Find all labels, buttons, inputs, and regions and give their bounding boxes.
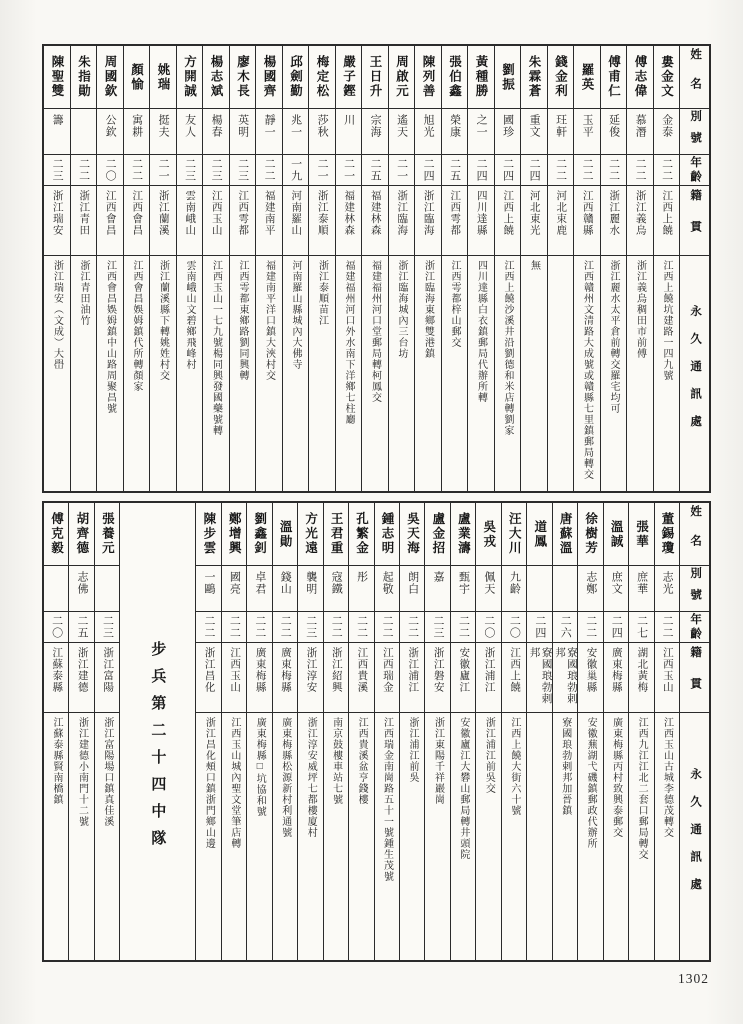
name-cell: 陳步雲 xyxy=(196,503,220,566)
header-name-label: 姓名 xyxy=(680,46,709,109)
age-cell: 二二 xyxy=(655,612,679,643)
header-native-label: 籍貫 xyxy=(680,643,709,713)
name-cell: 盧業濤 xyxy=(451,503,475,566)
age-cell: 二二 xyxy=(601,155,627,186)
age-cell: 二三 xyxy=(425,612,449,643)
name-cell: 鄭增興 xyxy=(222,503,246,566)
alias-cell: 起敬 xyxy=(375,566,399,612)
alias-cell: 友人 xyxy=(177,109,203,155)
name-cell: 胡齊德 xyxy=(69,503,93,566)
person-column xyxy=(502,503,527,960)
alias-cell: 朗白 xyxy=(400,566,424,612)
person-column xyxy=(527,503,552,960)
name-cell: 道鳳 xyxy=(527,503,551,566)
age-cell: 二二 xyxy=(222,612,246,643)
alias-cell: 旭光 xyxy=(415,109,441,155)
age-cell: 二二 xyxy=(578,612,602,643)
alias-cell: 玉平 xyxy=(574,109,600,155)
age-cell: 二〇 xyxy=(476,612,500,643)
alias-cell: 榮康 xyxy=(442,109,468,155)
person-column xyxy=(553,503,578,960)
name-cell: 盧金招 xyxy=(425,503,449,566)
person-column xyxy=(415,46,442,491)
alias-cell: 英明 xyxy=(230,109,256,155)
name-cell: 唐蘇溫 xyxy=(553,503,577,566)
native-place-cell: 河南羅山 xyxy=(283,186,309,256)
name-cell: 朱霖蒼 xyxy=(521,46,547,109)
name-cell: 張養元 xyxy=(95,503,119,566)
person-column xyxy=(324,503,349,960)
unit-designation-column xyxy=(120,503,196,960)
person-column xyxy=(177,46,204,491)
native-place-cell: 河北東光 xyxy=(521,186,547,256)
name-cell: 周國欽 xyxy=(97,46,123,109)
address-cell: 浙江麗水太平倉前轉交羅宅均可 xyxy=(608,260,619,414)
name-cell: 傅志偉 xyxy=(627,46,653,109)
person-column xyxy=(247,503,272,960)
alias-cell: 庶文 xyxy=(604,566,628,612)
address-cell xyxy=(527,713,551,960)
person-column xyxy=(95,503,120,960)
native-place-cell: 浙江青田 xyxy=(71,186,97,256)
name-cell: 溫勛 xyxy=(273,503,297,566)
native-place-cell: 江西上饒 xyxy=(495,186,521,256)
address-cell: 江西玉山一七九號楊同興發國藥號轉 xyxy=(210,260,222,436)
alias-cell: 卓君 xyxy=(247,566,271,612)
person-column xyxy=(196,503,221,960)
native-place-cell: 江西玉山 xyxy=(655,643,679,713)
alias-cell: 兆一 xyxy=(283,109,309,155)
native-place-cell: 四川達縣 xyxy=(468,186,494,256)
person-column xyxy=(601,46,628,491)
name-cell: 羅英 xyxy=(574,46,600,109)
age-cell: 二二 xyxy=(548,155,574,186)
address-cell: 浙江泰順苗江 xyxy=(316,260,328,326)
person-column xyxy=(69,503,94,960)
age-cell: 二四 xyxy=(604,612,628,643)
alias-cell xyxy=(44,566,68,612)
address-cell: 安徽廬江大礬山郵局轉井頭院 xyxy=(457,717,469,860)
address-cell: 江西貴溪盆亨錢樓 xyxy=(356,717,368,805)
header-name-label: 姓名 xyxy=(680,503,709,566)
address-cell: 江西會昌娛姆鎮代所轉顏家 xyxy=(131,260,142,392)
header-column xyxy=(680,503,709,960)
age-cell: 二四 xyxy=(521,155,547,186)
alias-cell: 國珍 xyxy=(495,109,521,155)
person-column xyxy=(336,46,363,491)
alias-cell: 國亮 xyxy=(222,566,246,612)
age-cell: 二四 xyxy=(415,155,441,186)
person-column xyxy=(71,46,98,491)
age-cell: 二三 xyxy=(230,155,256,186)
alias-cell xyxy=(95,566,119,612)
address-cell: 江西瑞金南崗路五十一號鍾生茂號 xyxy=(381,717,393,882)
native-place-cell: 江西上饒 xyxy=(502,643,526,713)
address-cell: 四川達縣白衣鎮郵局代辦所轉 xyxy=(475,260,487,403)
name-cell: 方光遠 xyxy=(298,503,322,566)
name-cell: 張華 xyxy=(629,503,653,566)
native-place-cell: 浙江麗水 xyxy=(601,186,627,256)
alias-cell: 寓耕 xyxy=(124,109,150,155)
native-place-cell: 寮國琅勃剌邦 xyxy=(527,643,551,713)
alias-cell: 挺夫 xyxy=(150,109,176,155)
alias-cell: 慕潛 xyxy=(627,109,653,155)
unit-designation: 步兵第二十四中隊 xyxy=(149,640,166,857)
age-cell: 二〇 xyxy=(502,612,526,643)
header-age-label: 年齡 xyxy=(680,612,709,643)
alias-cell: 錢山 xyxy=(273,566,297,612)
age-cell: 二二 xyxy=(654,155,680,186)
address-cell: 無 xyxy=(528,260,540,271)
address-cell: 福建福州河口堂郵局轉柯鳳交 xyxy=(369,260,381,403)
name-cell: 劉鑫釗 xyxy=(247,503,271,566)
name-cell: 嚴子鏗 xyxy=(336,46,362,109)
person-column xyxy=(629,503,654,960)
address-cell: 江西上饒大街六十號 xyxy=(508,717,520,816)
alias-cell: 遙天 xyxy=(389,109,415,155)
native-place-cell: 福建南平 xyxy=(256,186,282,256)
address-cell: 寮國琅勃剌邦加晉鎮 xyxy=(559,717,571,816)
age-cell: 二〇 xyxy=(97,155,123,186)
alias-cell: 志佛 xyxy=(69,566,93,612)
address-cell: 江西雩都東鄉路劉同興轉 xyxy=(237,260,248,381)
age-cell: 二二 xyxy=(247,612,271,643)
age-cell: 二二 xyxy=(71,155,97,186)
name-cell: 鍾志明 xyxy=(375,503,399,566)
native-place-cell: 浙江臨海 xyxy=(415,186,441,256)
header-address-label: 永久通訊處 xyxy=(689,304,702,443)
age-cell: 二二 xyxy=(574,155,600,186)
person-column xyxy=(451,503,476,960)
address-cell: 江蘇泰縣賢南橋鎮 xyxy=(51,717,63,805)
native-place-cell: 浙江瑞安 xyxy=(44,186,70,256)
alias-cell xyxy=(71,109,97,155)
alias-cell: 金泰 xyxy=(654,109,680,155)
person-column xyxy=(425,503,450,960)
age-cell: 二二 xyxy=(324,612,348,643)
address-cell: 浙江昌化頰口鎮浙門鄉山邊 xyxy=(203,717,215,849)
alias-cell: 楊春 xyxy=(203,109,229,155)
alias-cell: 之一 xyxy=(468,109,494,155)
native-place-cell: 浙江紹興 xyxy=(324,643,348,713)
alias-cell: 佩天 xyxy=(476,566,500,612)
address-cell: 浙江青田油竹 xyxy=(78,260,89,326)
address-cell: 江西會昌娛姆鎮中山路周聚昌號 xyxy=(104,260,116,414)
person-column xyxy=(627,46,654,491)
native-place-cell: 浙江淳安 xyxy=(298,643,322,713)
native-place-cell: 江西貴溪 xyxy=(349,643,373,713)
native-place-cell: 福建林森 xyxy=(336,186,362,256)
alias-cell: 寇鐵 xyxy=(324,566,348,612)
name-cell: 王日升 xyxy=(362,46,388,109)
name-cell: 傅克毅 xyxy=(44,503,68,566)
name-cell: 邱劍勤 xyxy=(283,46,309,109)
native-place-cell: 江西會昌 xyxy=(97,186,123,256)
native-place-cell: 浙江建德 xyxy=(69,643,93,713)
header-column xyxy=(680,46,709,491)
age-cell: 二一 xyxy=(336,155,362,186)
person-column xyxy=(389,46,416,491)
address-cell: 江西玉山古城李德茂轉交 xyxy=(661,717,673,838)
header-address-label: 永久通訊處 xyxy=(689,767,702,906)
person-column xyxy=(468,46,495,491)
name-cell: 徐樹芳 xyxy=(578,503,602,566)
age-cell: 二二 xyxy=(273,612,297,643)
address-cell: 安徽蕪湖弋磯鎮郵政代辦所 xyxy=(585,717,597,849)
person-column xyxy=(283,46,310,491)
native-place-cell: 江西會昌 xyxy=(124,186,150,256)
name-cell: 孔繁金 xyxy=(349,503,373,566)
age-cell: 二二 xyxy=(256,155,282,186)
age-cell: 二三 xyxy=(298,612,322,643)
alias-cell: 重文 xyxy=(521,109,547,155)
person-column xyxy=(44,503,69,960)
native-place-cell: 安徽廬江 xyxy=(451,643,475,713)
native-place-cell: 江西瑞金 xyxy=(375,643,399,713)
address-cell: 浙江瑞安（文成）大嶨 xyxy=(51,260,63,370)
page-number: 1302 xyxy=(678,971,709,986)
native-place-cell: 江西雩都 xyxy=(230,186,256,256)
address-cell: 江西贛州文清路大成號或贛縣七里鎮郵局轉交 xyxy=(581,260,593,480)
age-cell: 二四 xyxy=(495,155,521,186)
name-cell: 黃種勝 xyxy=(468,46,494,109)
alias-cell: 襲明 xyxy=(298,566,322,612)
address-cell: 南京鼓樓車站七號 xyxy=(330,717,342,805)
address-cell: 浙江臨海東鄉雙港鎮 xyxy=(422,260,434,359)
alias-cell: 彤 xyxy=(349,566,373,612)
name-cell: 吳天海 xyxy=(400,503,424,566)
address-cell: 江西上饒坑建路一四九號 xyxy=(661,260,672,381)
header-alias-label: 別號 xyxy=(680,109,709,155)
native-place-cell: 雲南峨山 xyxy=(177,186,203,256)
name-cell: 傅甫仁 xyxy=(601,46,627,109)
age-cell: 二五 xyxy=(69,612,93,643)
person-column xyxy=(150,46,177,491)
person-column xyxy=(230,46,257,491)
address-cell: 福建南平洋口鎮大浹村交 xyxy=(263,260,275,381)
age-cell: 二七 xyxy=(629,612,653,643)
person-column xyxy=(256,46,283,491)
name-cell: 楊國齊 xyxy=(256,46,282,109)
address-cell: 浙江東陽千祥巖崗 xyxy=(432,717,444,805)
native-place-cell: 浙江富陽 xyxy=(95,643,119,713)
age-cell: 一九 xyxy=(283,155,309,186)
native-place-cell: 河北束鹿 xyxy=(548,186,574,256)
person-column xyxy=(375,503,400,960)
native-place-cell: 廣東梅縣 xyxy=(273,643,297,713)
address-cell: 浙江淳安威坪七都樓廈村 xyxy=(305,717,317,838)
age-cell: 二五 xyxy=(442,155,468,186)
native-place-cell: 廣東梅縣 xyxy=(604,643,628,713)
alias-cell: 嘉 xyxy=(425,566,449,612)
roster-table-top xyxy=(42,44,711,493)
age-cell: 二二 xyxy=(196,612,220,643)
person-column xyxy=(97,46,124,491)
alias-cell: 公欽 xyxy=(97,109,123,155)
person-column xyxy=(495,46,522,491)
name-cell: 張伯鑫 xyxy=(442,46,468,109)
address-cell: 河南羅山縣城內大佛寺 xyxy=(290,260,301,370)
native-place-cell: 湖北黃梅 xyxy=(629,643,653,713)
header-age-label: 年齡 xyxy=(680,155,709,186)
age-cell: 二六 xyxy=(553,612,577,643)
alias-cell: 九齡 xyxy=(502,566,526,612)
address-cell: 浙江蘭溪縣下轉姚姓村交 xyxy=(157,260,169,381)
age-cell: 二二 xyxy=(124,155,150,186)
person-column xyxy=(124,46,151,491)
name-cell: 朱指勛 xyxy=(71,46,97,109)
age-cell: 二二 xyxy=(627,155,653,186)
age-cell: 二三 xyxy=(44,155,70,186)
alias-cell: 庶華 xyxy=(629,566,653,612)
native-place-cell: 浙江磐安 xyxy=(425,643,449,713)
address-cell: 浙江富陽場口鎮真佳溪 xyxy=(101,717,113,827)
name-cell: 姚瑞 xyxy=(150,46,176,109)
name-cell: 方開誠 xyxy=(177,46,203,109)
header-alias-label: 別號 xyxy=(680,566,709,612)
name-cell: 陳列善 xyxy=(415,46,441,109)
name-cell: 溫誠 xyxy=(604,503,628,566)
native-place-cell: 江西雩都 xyxy=(442,186,468,256)
person-column xyxy=(222,503,247,960)
name-cell: 梅定松 xyxy=(309,46,335,109)
age-cell: 二一 xyxy=(150,155,176,186)
native-place-cell: 浙江蘭溪 xyxy=(150,186,176,256)
person-column xyxy=(309,46,336,491)
address-cell: 江西上饒沙溪井沿劉德和米店轉劉家 xyxy=(502,260,513,436)
address-cell: 浙江浦江前吳 xyxy=(407,717,418,783)
address-cell: 廣東梅縣□坑協和號 xyxy=(254,717,266,817)
age-cell: 二二 xyxy=(451,612,475,643)
name-cell: 汪大川 xyxy=(502,503,526,566)
native-place-cell: 浙江義烏 xyxy=(627,186,653,256)
name-cell: 錢金利 xyxy=(548,46,574,109)
address-cell: 浙江建德小南門十二號 xyxy=(76,717,88,827)
native-place-cell: 浙江浦江 xyxy=(400,643,424,713)
age-cell: 二一 xyxy=(309,155,335,186)
alias-cell: 玨軒 xyxy=(548,109,574,155)
name-cell: 廖木長 xyxy=(230,46,256,109)
address-cell: 浙江臨海城內三台坊 xyxy=(396,260,407,359)
person-column xyxy=(476,503,501,960)
name-cell: 董錫瓊 xyxy=(655,503,679,566)
native-place-cell: 安徽巢縣 xyxy=(578,643,602,713)
person-column xyxy=(578,503,603,960)
address-cell: 廣東梅縣丙村致興泰郵交 xyxy=(610,717,622,838)
name-cell: 吳戎 xyxy=(476,503,500,566)
age-cell: 二一 xyxy=(389,155,415,186)
native-place-cell: 浙江臨海 xyxy=(389,186,415,256)
person-column xyxy=(655,503,680,960)
alias-cell: 一鷗 xyxy=(196,566,220,612)
native-place-cell: 江蘇泰縣 xyxy=(44,643,68,713)
alias-cell: 宗海 xyxy=(362,109,388,155)
person-column xyxy=(521,46,548,491)
person-column xyxy=(44,46,71,491)
alias-cell: 莎秋 xyxy=(309,109,335,155)
age-cell: 二二 xyxy=(375,612,399,643)
name-cell: 劉振 xyxy=(495,46,521,109)
address-cell: 浙江義烏稠田市前傅 xyxy=(634,260,646,359)
age-cell: 二二 xyxy=(349,612,373,643)
native-place-cell: 廣東梅縣 xyxy=(247,643,271,713)
alias-cell: 志鄭 xyxy=(578,566,602,612)
native-place-cell: 浙江昌化 xyxy=(196,643,220,713)
name-cell: 婁金文 xyxy=(654,46,680,109)
roster-table-bottom xyxy=(42,501,711,962)
header-native-label: 籍貫 xyxy=(680,186,709,256)
alias-cell: 甄宇 xyxy=(451,566,475,612)
native-place-cell: 浙江浦江 xyxy=(476,643,500,713)
address-cell: 廣東梅縣松源新村利通號 xyxy=(279,717,291,838)
age-cell: 二四 xyxy=(468,155,494,186)
age-cell: 二三 xyxy=(177,155,203,186)
native-place-cell: 寮國琅勃剌邦 xyxy=(553,643,577,713)
alias-cell: 川 xyxy=(336,109,362,155)
native-place-cell: 江西贛縣 xyxy=(574,186,600,256)
name-cell: 陳聖雙 xyxy=(44,46,70,109)
person-column xyxy=(362,46,389,491)
alias-cell: 靜一 xyxy=(256,109,282,155)
age-cell: 二三 xyxy=(95,612,119,643)
native-place-cell: 浙江泰順 xyxy=(309,186,335,256)
person-column xyxy=(604,503,629,960)
person-column xyxy=(400,503,425,960)
name-cell: 王君重 xyxy=(324,503,348,566)
name-cell: 周啟元 xyxy=(389,46,415,109)
person-column xyxy=(574,46,601,491)
alias-cell: 志光 xyxy=(655,566,679,612)
address-cell: 福建福州河口外水南下洋鄉七柱廳 xyxy=(343,260,354,425)
alias-cell xyxy=(527,566,551,612)
person-column xyxy=(349,503,374,960)
address-cell: 江西雩都梓山郵交 xyxy=(449,260,460,348)
alias-cell: 籌 xyxy=(44,109,70,155)
native-place-cell: 江西玉山 xyxy=(203,186,229,256)
address-cell: 雲南峨山文碧鄉飛峰村 xyxy=(184,260,195,370)
person-column xyxy=(654,46,681,491)
age-cell: 二三 xyxy=(203,155,229,186)
name-cell: 楊志斌 xyxy=(203,46,229,109)
native-place-cell: 江西上饒 xyxy=(654,186,680,256)
person-column xyxy=(298,503,323,960)
address-cell: 浙江浦江前吳交 xyxy=(483,717,495,794)
person-column xyxy=(203,46,230,491)
native-place-cell: 福建林森 xyxy=(362,186,388,256)
age-cell: 二二 xyxy=(400,612,424,643)
age-cell: 二五 xyxy=(362,155,388,186)
address-cell: 江西玉山城內聖文堂筆店轉 xyxy=(228,717,240,849)
address-cell xyxy=(548,256,574,491)
native-place-cell: 江西玉山 xyxy=(222,643,246,713)
person-column xyxy=(273,503,298,960)
person-column xyxy=(442,46,469,491)
age-cell: 二〇 xyxy=(44,612,68,643)
person-column xyxy=(548,46,575,491)
age-cell: 二四 xyxy=(527,612,551,643)
alias-cell xyxy=(553,566,577,612)
alias-cell: 延俊 xyxy=(601,109,627,155)
name-cell: 顏愉 xyxy=(124,46,150,109)
address-cell: 江西九江江北二套口郵局轉交 xyxy=(636,717,648,860)
